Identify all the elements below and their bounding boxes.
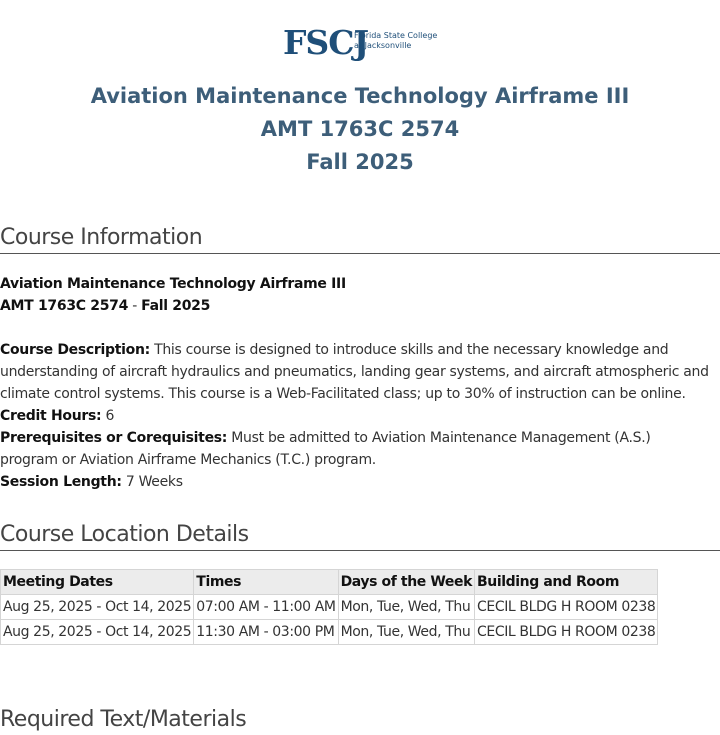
session-length bbox=[0, 471, 712, 493]
term-title: Fall 2025 bbox=[306, 150, 414, 174]
course-code-title: AMT 1763C 2574 bbox=[260, 117, 460, 141]
times-cell: 11:30 AM - 03:00 PM bbox=[194, 620, 338, 645]
credit-hours bbox=[0, 405, 712, 427]
logo-subtitle bbox=[354, 31, 437, 51]
meeting-dates-cell: Aug 25, 2025 - Oct 14, 2025 bbox=[1, 595, 194, 620]
credit-hours-value: 6 bbox=[101, 408, 115, 424]
building-room-cell: CECIL BLDG H ROOM 0238 bbox=[475, 620, 658, 645]
course-location-table bbox=[0, 569, 658, 645]
table-row bbox=[1, 620, 658, 645]
days-cell: Mon, Tue, Wed, Thu bbox=[338, 620, 474, 645]
description-label: Course Description: bbox=[0, 342, 150, 358]
logo-subtitle-line1: Florida State College bbox=[354, 31, 438, 40]
course-details bbox=[0, 339, 712, 493]
meeting-dates-cell: Aug 25, 2025 - Oct 14, 2025 bbox=[1, 620, 194, 645]
code-term-separator: - bbox=[128, 298, 142, 314]
prerequisites-value: Must be admitted to Aviation Maintenance Management (A.S.) program or Aviation Airframe Mechanics (T.C.) program. bbox=[0, 430, 651, 468]
section-heading-required-text: Required Text/Materials bbox=[0, 707, 247, 732]
session-length-value: 7 Weeks bbox=[121, 474, 183, 490]
column-header-meeting-dates: Meeting Dates bbox=[1, 570, 194, 595]
session-length-label: Session Length: bbox=[0, 474, 122, 490]
column-header-building-room: Building and Room bbox=[475, 570, 658, 595]
course-code: AMT 1763C 2574 bbox=[0, 298, 129, 314]
days-cell: Mon, Tue, Wed, Thu bbox=[338, 595, 474, 620]
table-row bbox=[1, 595, 658, 620]
logo-subtitle-line2: at Jacksonville bbox=[354, 41, 412, 50]
course-title: Aviation Maintenance Technology Airframe III bbox=[90, 84, 630, 108]
credit-hours-label: Credit Hours: bbox=[0, 408, 102, 424]
column-header-days: Days of the Week bbox=[338, 570, 474, 595]
description-value: This course is designed to introduce skills and the necessary knowledge and understanding of aircraft hydraulics and pneumatics, landing gear systems, and aircraft atmospheric and climate control systems. This course is a Web-Facilitated class; up to 30% of instruction can be online. bbox=[0, 342, 709, 402]
prerequisites-label: Prerequisites or Corequisites: bbox=[0, 430, 228, 446]
column-header-times: Times bbox=[194, 570, 338, 595]
times-cell: 07:00 AM - 11:00 AM bbox=[194, 595, 338, 620]
course-term: Fall 2025 bbox=[141, 298, 211, 314]
prerequisites bbox=[0, 427, 712, 471]
section-heading-course-information: Course Information bbox=[0, 224, 720, 254]
table-header-row bbox=[1, 570, 658, 595]
course-summary bbox=[0, 273, 712, 317]
course-code-line bbox=[0, 295, 712, 317]
logo-mark: FSCJ bbox=[283, 23, 369, 62]
section-heading-course-location: Course Location Details bbox=[0, 521, 720, 551]
building-room-cell: CECIL BLDG H ROOM 0238 bbox=[475, 595, 658, 620]
course-name: Aviation Maintenance Technology Airframe III bbox=[0, 276, 346, 292]
course-description bbox=[0, 339, 712, 405]
college-logo bbox=[282, 24, 442, 62]
